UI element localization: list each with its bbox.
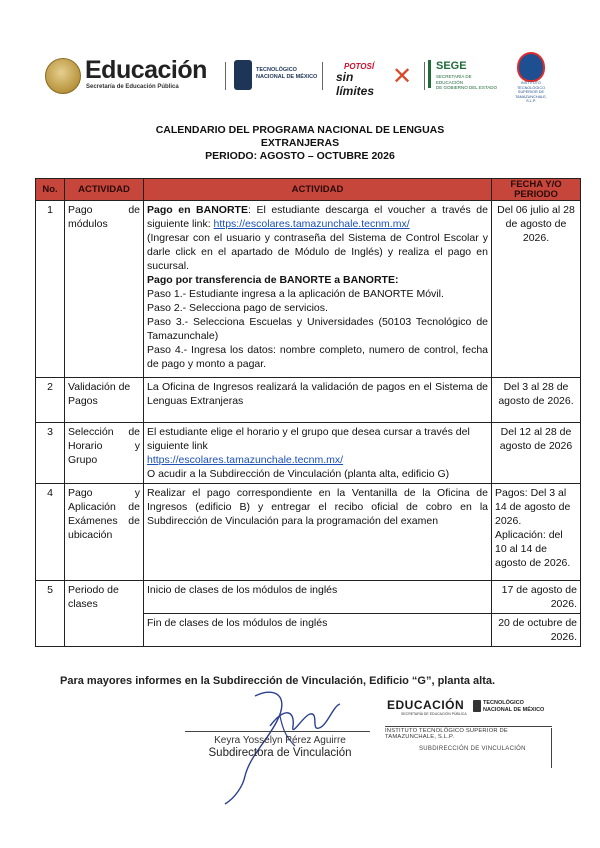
logo-divider: [322, 62, 323, 90]
class-end-date: 20 de octubre de 2026.: [492, 614, 581, 647]
table-row: [36, 484, 581, 581]
row-activity: Selección de Horario y Grupo: [65, 423, 144, 484]
row-number: 1: [36, 201, 65, 378]
table-row: [36, 581, 581, 614]
stamp-institute: INSTITUTO TECNOLÓGICO SUPERIOR DE TAMAZUNCHALE, S.L.P.: [385, 728, 508, 740]
document-title: CALENDARIO DEL PROGRAMA NACIONAL DE LENGUAS EXTRANJERAS PERIODO: AGOSTO – OCTUBRE 2026: [155, 124, 445, 162]
table-header-row: [36, 179, 581, 201]
tecnm-text: TECNOLÓGICO NACIONAL DE MÉXICO: [256, 67, 318, 80]
potosi-logo: POTOSÍ sin límites: [336, 62, 375, 98]
sege-logo: SEGE SECRETARÍA DE EDUCACIÓN DE GOBIERNO DEL ESTADO: [428, 58, 498, 92]
step-item: Paso 1.- Estudiante ingresa a la aplicación de BANORTE Móvil.: [147, 288, 444, 300]
escolares-link[interactable]: https://escolares.tamazunchale.tecnm.mx/: [213, 218, 410, 230]
logo-divider: [424, 62, 425, 90]
table-row: [36, 423, 581, 484]
stamp-tecnm-icon: [473, 700, 481, 712]
row-activity: Pago y Aplicación de Exámenes de ubicación: [65, 484, 144, 581]
row-number: 2: [36, 378, 65, 423]
potosi-x-icon: ✕: [392, 63, 413, 90]
stamp-office: SUBDIRECCIÓN DE VINCULACIÓN: [419, 746, 526, 752]
signature-line: [185, 731, 370, 732]
row-date: Del 06 julio al 28 de agosto de 2026.: [492, 201, 581, 378]
row-activity: Periodo de clases: [65, 581, 144, 647]
table-row: [36, 201, 581, 378]
table-row: [36, 378, 581, 423]
row-detail: El estudiante elige el horario y el grupo que desea cursar a través del siguiente link https://escolares.tamazunchale.tecnm.mx/ O acudir a la Subdirección de Vinculación (planta alta, edificio G): [144, 423, 492, 484]
institute-crest-logo: INSTITUTO TECNOLÓGICO SUPERIOR DE TAMAZUNCHALE, S.L.P.: [510, 52, 550, 94]
signer-name: Keyra Yosselyn Pérez Aguirre: [214, 735, 346, 746]
education-logo: [45, 56, 225, 96]
signature-icon: [215, 686, 355, 806]
mexico-seal-icon: [45, 58, 81, 94]
header-no: No.: [36, 179, 65, 201]
footer-info: Para mayores informes en la Subdirección de Vinculación, Edificio “G”, planta alta.: [60, 675, 496, 687]
row-date: Del 12 al 28 de agosto de 2026: [492, 423, 581, 484]
row-detail: Realizar el pago correspondiente en la Ventanilla de la Oficina de Ingresos (edificio B) y entregar el recibo oficial de cobro en la Subdirección de Vinculación para la programación del examen: [144, 484, 492, 581]
step-item: Paso 3.- Selecciona Escuelas y Universidades (50103 Tecnológico de Tamazunchale): [147, 316, 488, 342]
exam-date: Aplicación: del 10 al 14 de agosto de 2026.: [495, 529, 571, 569]
tecnm-mark-icon: [234, 60, 252, 90]
logo-divider: [225, 62, 226, 90]
class-start-date: 17 de agosto de 2026.: [492, 581, 581, 614]
tecnm-logo: [234, 60, 319, 92]
row-detail: La Oficina de Ingresos realizará la validación de pagos en el Sistema de Lenguas Extranjeras: [144, 378, 492, 423]
step-item: Paso 4.- Ingresa los datos: nombre completo, numero de control, fecha de pago y monto a pagar.: [147, 344, 488, 370]
step-item: Paso 2.- Selecciona pago de servicios.: [147, 302, 328, 314]
class-end: Fin de clases de los módulos de inglés: [144, 614, 492, 647]
row-date: [492, 484, 581, 581]
signer-role: Subdirectora de Vinculación: [208, 747, 352, 759]
payment-date: Pagos: Del 3 al 14 de agosto de 2026.: [495, 487, 571, 527]
header-fecha: FECHA Y/O PERIODO: [492, 179, 581, 201]
row-number: 3: [36, 423, 65, 484]
institution-stamp: EDUCACIÓN SECRETARÍA DE EDUCACIÓN PÚBLICA TECNOLÓGICO NACIONAL DE MÉXICO INSTITUTO TECNOLÓGICO SUPERIOR DE TAMAZUNCHALE, S.L.P. SUBDIRECCIÓN DE VINCULACIÓN: [385, 690, 553, 778]
class-start: Inicio de clases de los módulos de inglés: [144, 581, 492, 614]
banorte-title: Pago en BANORTE: [147, 204, 248, 216]
calendar-table: [35, 178, 581, 647]
row-number: 5: [36, 581, 65, 647]
row-number: 4: [36, 484, 65, 581]
header-actividad: ACTIVIDAD: [65, 179, 144, 201]
escolares-link[interactable]: https://escolares.tamazunchale.tecnm.mx/: [147, 454, 344, 466]
education-subtitle: Secretaría de Educación Pública: [86, 84, 179, 90]
header-actividad-detalle: ACTIVIDAD: [144, 179, 492, 201]
row-activity: Pago de módulos: [65, 201, 144, 378]
row-detail: Pago en BANORTE: El estudiante descarga el voucher a través de siguiente link: https://escolares.tamazunchale.tecnm.mx/ (Ingresar con el usuario y contraseña del Sistema de Control Escolar y darle click en el apartado de Módulo de Inglés) y realiza el pago en sucursal. Pago por transferencia de BANORTE a BANORTE: Paso 1.- Estudiante ingresa a la aplicación de BANORTE Móvil. Paso 2.- Selecciona pago de servicios. Paso 3.- Selecciona Escuelas y Universidades (50103 Tecnológico de Tamazunchale) Paso 4.- Ingresa los datos: nombre completo, numero de control, fecha de pago y monto a pagar.: [144, 201, 492, 378]
row-date: Del 3 al 28 de agosto de 2026.: [492, 378, 581, 423]
education-logo-text: Educación: [85, 56, 207, 84]
crest-icon: [517, 52, 545, 82]
stamp-education: EDUCACIÓN: [387, 698, 465, 712]
transfer-title: Pago por transferencia de BANORTE a BANORTE:: [147, 274, 399, 286]
row-activity: Validación de Pagos: [65, 378, 144, 423]
